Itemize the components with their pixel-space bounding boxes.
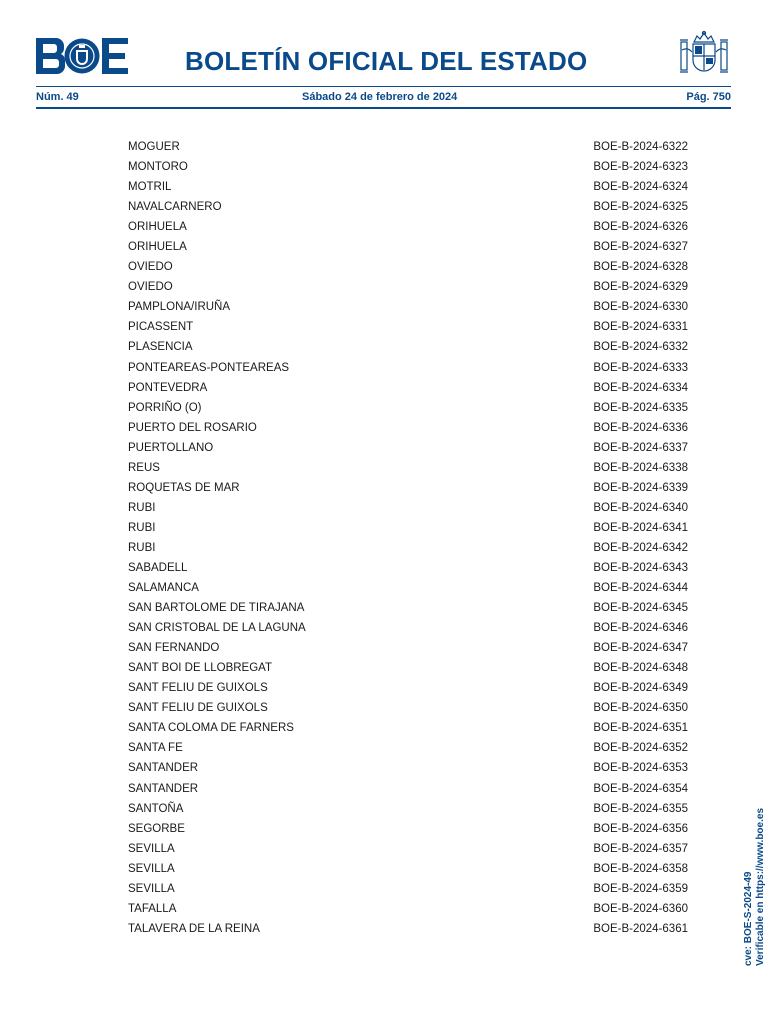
court-location: PONTEAREAS-PONTEAREAS xyxy=(128,361,290,374)
court-location: PUERTO DEL ROSARIO xyxy=(128,421,257,434)
court-location: OVIEDO xyxy=(128,261,173,274)
announcement-code: BOE-B-2024-6333 xyxy=(593,361,688,374)
announcement-code: BOE-B-2024-6325 xyxy=(593,201,688,214)
list-item xyxy=(128,718,688,738)
court-location: PONTEVEDRA xyxy=(128,381,208,394)
announcement-code: BOE-B-2024-6329 xyxy=(593,281,688,294)
cve-code: cve: BOE-S-2024-49 xyxy=(743,871,754,966)
list-item xyxy=(128,458,688,478)
court-location: OVIEDO xyxy=(128,281,173,294)
court-location: SEVILLA xyxy=(128,882,175,895)
list-item xyxy=(128,378,688,398)
announcement-code: BOE-B-2024-6356 xyxy=(593,822,688,835)
court-location: SAN CRISTOBAL DE LA LAGUNA xyxy=(128,622,306,635)
announcement-code: BOE-B-2024-6347 xyxy=(593,642,688,655)
list-item xyxy=(128,398,688,418)
announcement-code: BOE-B-2024-6323 xyxy=(593,161,688,174)
announcement-code: BOE-B-2024-6328 xyxy=(593,261,688,274)
announcement-code: BOE-B-2024-6342 xyxy=(593,541,688,554)
list-item xyxy=(128,438,688,458)
announcement-code: BOE-B-2024-6337 xyxy=(593,441,688,454)
list-item xyxy=(128,758,688,778)
list-item xyxy=(128,819,688,839)
announcement-code: BOE-B-2024-6335 xyxy=(593,401,688,414)
list-item xyxy=(128,518,688,538)
announcement-code: BOE-B-2024-6345 xyxy=(593,602,688,615)
announcement-code: BOE-B-2024-6341 xyxy=(593,521,688,534)
list-item xyxy=(128,358,688,378)
court-location: SANT BOI DE LLOBREGAT xyxy=(128,662,273,675)
court-location: NAVALCARNERO xyxy=(128,201,222,214)
announcement-code: BOE-B-2024-6330 xyxy=(593,301,688,314)
announcement-code: BOE-B-2024-6358 xyxy=(593,862,688,875)
court-location: ORIHUELA xyxy=(128,221,187,234)
list-item xyxy=(128,558,688,578)
announcement-code: BOE-B-2024-6360 xyxy=(593,902,688,915)
announcement-code: BOE-B-2024-6344 xyxy=(593,582,688,595)
list-item xyxy=(128,738,688,758)
issue-number: Núm. 49 xyxy=(36,91,79,103)
announcement-code: BOE-B-2024-6352 xyxy=(593,742,688,755)
list-item xyxy=(128,839,688,859)
list-item xyxy=(128,317,688,337)
announcement-code: BOE-B-2024-6350 xyxy=(593,702,688,715)
list-item xyxy=(128,237,688,257)
court-location: SALAMANCA xyxy=(128,582,199,595)
announcement-code: BOE-B-2024-6339 xyxy=(593,481,688,494)
list-item xyxy=(128,879,688,899)
page-number: Pág. 750 xyxy=(686,91,731,103)
announcement-code: BOE-B-2024-6355 xyxy=(593,802,688,815)
header-rule-top xyxy=(36,86,731,87)
verification-note xyxy=(743,808,767,966)
court-location: SANTANDER xyxy=(128,782,199,795)
announcement-code: BOE-B-2024-6359 xyxy=(593,882,688,895)
list-item xyxy=(128,658,688,678)
court-location: SEVILLA xyxy=(128,862,175,875)
page-title: BOLETÍN OFICIAL DEL ESTADO xyxy=(185,46,588,76)
list-item xyxy=(128,257,688,277)
court-location: PORRIÑO (O) xyxy=(128,401,202,414)
boe-logo xyxy=(36,38,128,74)
court-location: SANT FELIU DE GUIXOLS xyxy=(128,702,268,715)
court-location: ROQUETAS DE MAR xyxy=(128,481,240,494)
list-item xyxy=(128,277,688,297)
court-location: PAMPLONA/IRUÑA xyxy=(128,301,231,314)
announcement-code: BOE-B-2024-6343 xyxy=(593,561,688,574)
court-location: SAN FERNANDO xyxy=(128,642,220,655)
court-location: RUBI xyxy=(128,521,156,534)
announcement-code: BOE-B-2024-6348 xyxy=(593,662,688,675)
announcement-code: BOE-B-2024-6349 xyxy=(593,682,688,695)
court-location: SANTANDER xyxy=(128,762,199,775)
announcement-code: BOE-B-2024-6322 xyxy=(593,141,688,153)
court-location: RUBI xyxy=(128,541,156,554)
list-item xyxy=(128,859,688,879)
list-item xyxy=(128,919,688,939)
announcement-code: BOE-B-2024-6361 xyxy=(593,922,688,935)
list-item xyxy=(128,217,688,237)
announcement-code: BOE-B-2024-6334 xyxy=(593,381,688,394)
list-item xyxy=(128,779,688,799)
coat-of-arms-of-spain-icon xyxy=(679,30,729,76)
court-location: PUERTOLLANO xyxy=(128,441,214,454)
list-item xyxy=(128,337,688,357)
list-item xyxy=(128,799,688,819)
court-location: MONTORO xyxy=(128,161,188,174)
court-location: SEVILLA xyxy=(128,842,175,855)
list-item xyxy=(128,698,688,718)
list-item xyxy=(128,498,688,518)
list-item xyxy=(128,478,688,498)
court-location: SAN BARTOLOME DE TIRAJANA xyxy=(128,602,305,615)
list-item xyxy=(128,197,688,217)
court-location: SANT FELIU DE GUIXOLS xyxy=(128,682,268,695)
court-location: RUBI xyxy=(128,501,156,514)
list-item xyxy=(128,578,688,598)
list-item xyxy=(128,297,688,317)
list-item xyxy=(128,678,688,698)
list-item xyxy=(128,899,688,919)
header-rule-bottom xyxy=(36,107,731,109)
announcement-code: BOE-B-2024-6324 xyxy=(593,181,688,194)
court-location: ORIHUELA xyxy=(128,241,187,254)
announcement-list xyxy=(128,137,688,939)
announcement-code: BOE-B-2024-6346 xyxy=(593,622,688,635)
court-location: SANTA FE xyxy=(128,742,183,755)
issue-date: Sábado 24 de febrero de 2024 xyxy=(302,91,458,103)
court-location: SANTA COLOMA DE FARNERS xyxy=(128,722,294,735)
verify-url: Verificable en https://www.boe.es xyxy=(755,807,766,966)
list-item xyxy=(128,177,688,197)
list-item xyxy=(128,157,688,177)
announcement-code: BOE-B-2024-6354 xyxy=(593,782,688,795)
court-location: PLASENCIA xyxy=(128,341,193,354)
announcement-code: BOE-B-2024-6331 xyxy=(593,321,688,334)
announcement-code: BOE-B-2024-6326 xyxy=(593,221,688,234)
list-item xyxy=(128,618,688,638)
announcement-code: BOE-B-2024-6327 xyxy=(593,241,688,254)
announcement-code: BOE-B-2024-6336 xyxy=(593,421,688,434)
court-location: MOTRIL xyxy=(128,181,172,194)
court-location: TAFALLA xyxy=(128,902,177,915)
announcement-code: BOE-B-2024-6353 xyxy=(593,762,688,775)
announcement-code: BOE-B-2024-6332 xyxy=(593,341,688,354)
list-item xyxy=(128,538,688,558)
announcement-code: BOE-B-2024-6340 xyxy=(593,501,688,514)
list-item xyxy=(128,137,688,157)
court-location: SEGORBE xyxy=(128,822,185,835)
list-item xyxy=(128,418,688,438)
court-location: SABADELL xyxy=(128,561,188,574)
announcement-code: BOE-B-2024-6338 xyxy=(593,461,688,474)
court-location: PICASSENT xyxy=(128,321,194,334)
court-location: REUS xyxy=(128,461,160,474)
court-location: TALAVERA DE LA REINA xyxy=(128,922,260,935)
court-location: MOGUER xyxy=(128,141,180,153)
court-location: SANTOÑA xyxy=(128,802,184,815)
announcement-code: BOE-B-2024-6351 xyxy=(593,722,688,735)
list-item xyxy=(128,638,688,658)
list-item xyxy=(128,598,688,618)
announcement-code: BOE-B-2024-6357 xyxy=(593,842,688,855)
